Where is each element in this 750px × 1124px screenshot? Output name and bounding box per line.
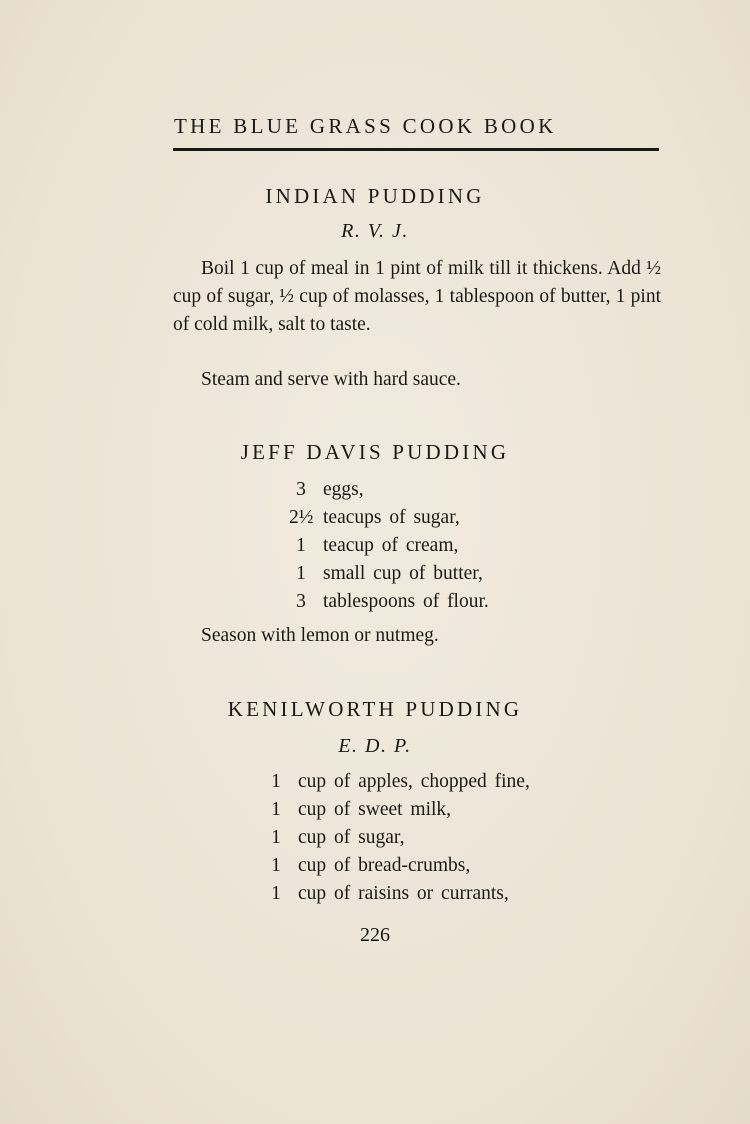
recipe-title-jeff-davis-pudding: JEFF DAVIS PUDDING <box>240 440 510 464</box>
ingredient-text: cup of sugar, <box>298 827 405 848</box>
header-rule <box>173 148 659 151</box>
ingredient-row <box>264 824 530 852</box>
ingredient-text: eggs, <box>323 479 364 500</box>
ingredient-text: tablespoons of flour. <box>323 591 489 612</box>
ingredient-row <box>289 532 489 560</box>
recipe-paragraph: Steam and serve with hard sauce. <box>201 369 461 390</box>
ingredient-text: teacups of sugar, <box>323 507 460 528</box>
ingredient-qty: 1 <box>271 771 281 792</box>
ingredient-text: small cup of butter, <box>323 563 483 584</box>
ingredient-row <box>264 796 530 824</box>
ingredient-text: cup of apples, chopped fine, <box>298 771 530 792</box>
ingredient-qty: 1 <box>271 827 281 848</box>
recipe-note: Season with lemon or nutmeg. <box>201 625 439 646</box>
ingredient-row <box>264 768 530 796</box>
ingredient-text: cup of sweet milk, <box>298 799 452 820</box>
ingredient-text: cup of raisins or currants, <box>298 883 509 904</box>
recipe-title-indian-pudding: INDIAN PUDDING <box>265 184 485 208</box>
ingredient-qty: 3 <box>296 591 306 612</box>
recipe-author-kenilworth-pudding: E. D. P. <box>338 735 412 757</box>
ingredient-row <box>289 504 489 532</box>
ingredient-row <box>264 852 530 880</box>
running-head: THE BLUE GRASS COOK BOOK <box>174 114 557 138</box>
ingredient-qty: 1 <box>271 855 281 876</box>
ingredient-qty: 1 <box>296 535 306 556</box>
ingredient-qty: 1 <box>296 563 306 584</box>
recipe-author-indian-pudding: R. V. J. <box>341 220 409 242</box>
ingredient-qty: 1 <box>271 883 281 904</box>
ingredient-row <box>289 560 489 588</box>
ingredient-qty: 1 <box>271 799 281 820</box>
ingredient-row <box>264 880 530 908</box>
ingredient-text: cup of bread-crumbs, <box>298 855 471 876</box>
ingredient-qty: 2½ <box>289 507 314 528</box>
page-number: 226 <box>360 924 390 946</box>
ingredient-row <box>289 476 489 504</box>
ingredient-row <box>289 588 489 616</box>
ingredient-qty: 3 <box>296 479 306 500</box>
ingredient-list-kenilworth <box>264 768 530 908</box>
recipe-title-kenilworth-pudding: KENILWORTH PUDDING <box>227 697 523 721</box>
ingredient-list-jeff-davis <box>289 476 489 616</box>
ingredient-text: teacup of cream, <box>323 535 459 556</box>
recipe-paragraph: Boil 1 cup of meal in 1 pint of milk till it thickens. Add ½ cup of sugar, ½ cup of molasses, 1 tablespoon of butter, 1 pint of cold milk, salt to taste. <box>173 258 661 335</box>
